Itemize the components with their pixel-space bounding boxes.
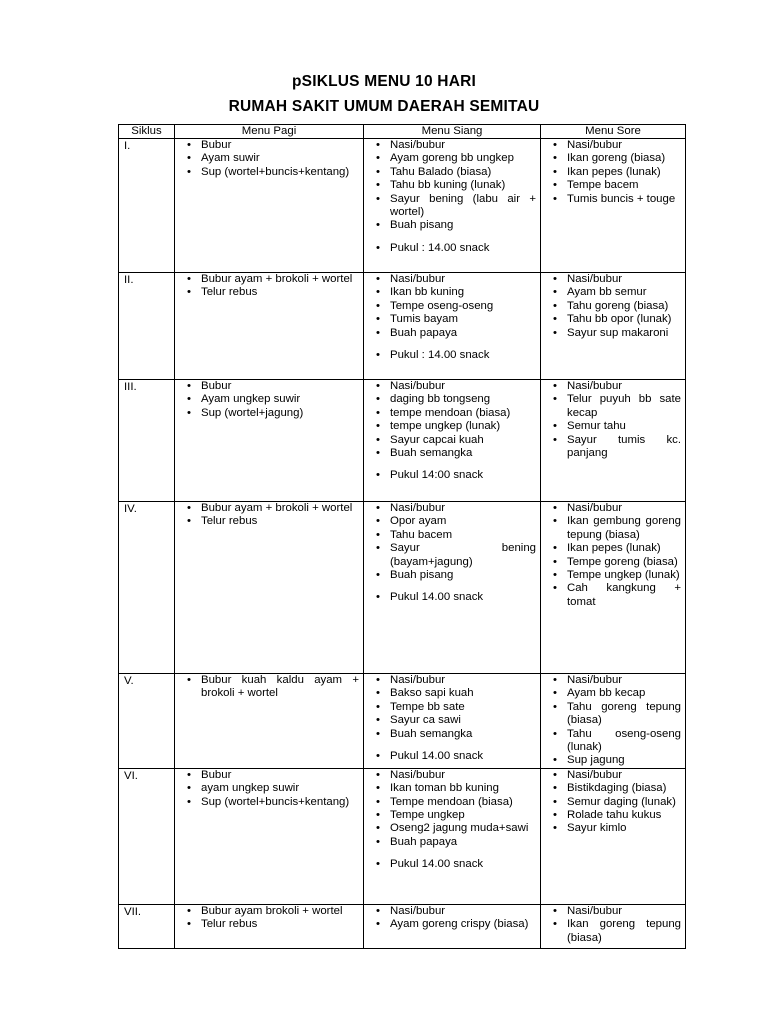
menu-item: • Tempe bacem <box>542 179 681 192</box>
menu-item: • Tahu bb opor (lunak) <box>542 313 681 326</box>
siklus-cell: III. <box>119 380 175 502</box>
menu-item: • Bubur ayam + brokoli + wortel <box>176 502 359 515</box>
menu-sore-cell <box>541 139 686 273</box>
column-header-menu-pagi: Menu Pagi <box>175 125 364 139</box>
column-header-siklus: Siklus <box>119 125 175 139</box>
menu-siang-cell <box>364 768 541 904</box>
menu-item: • Pukul 14.00 snack <box>365 591 536 604</box>
menu-item: • Pukul 14:00 snack <box>365 469 536 482</box>
menu-pagi-cell <box>175 139 364 273</box>
menu-item: • Oseng2 jagung muda+sawi <box>365 822 536 835</box>
table-row <box>119 139 686 273</box>
column-header-menu-sore: Menu Sore <box>541 125 686 139</box>
menu-item: • Bistikdaging (biasa) <box>542 782 681 795</box>
menu-item: • Nasi/bubur <box>542 674 681 687</box>
menu-item: • daging bb tongseng <box>365 393 536 406</box>
menu-item: • Ayam suwir <box>176 152 359 165</box>
menu-item: • ayam ungkep suwir <box>176 782 359 795</box>
menu-item: • Bubur ayam brokoli + wortel <box>176 905 359 918</box>
menu-pagi-list <box>176 380 359 420</box>
menu-item: • Telur rebus <box>176 286 359 299</box>
menu-sore-cell <box>541 904 686 948</box>
menu-sore-cell <box>541 380 686 502</box>
menu-item: • Ikan pepes (lunak) <box>542 542 681 555</box>
siklus-cell: V. <box>119 674 175 769</box>
menu-item: • Pukul : 14.00 snack <box>365 242 536 255</box>
menu-item: • Tempe bb sate <box>365 701 536 714</box>
menu-item: • Ikan goreng tepung (biasa) <box>542 918 681 945</box>
menu-item: • Pukul : 14.00 snack <box>365 349 536 362</box>
menu-sore-list <box>542 769 681 836</box>
menu-item: • Semur daging (lunak) <box>542 796 681 809</box>
menu-item: • Buah papaya <box>365 327 536 340</box>
menu-item: • Nasi/bubur <box>542 139 681 152</box>
menu-item: • Ayam goreng crispy (biasa) <box>365 918 536 931</box>
menu-item: • Bubur <box>176 139 359 152</box>
menu-item: • Tempe goreng (biasa) <box>542 556 681 569</box>
menu-item: • Nasi/bubur <box>365 769 536 782</box>
menu-item: • Tahu Balado (biasa) <box>365 166 536 179</box>
menu-item: • Nasi/bubur <box>365 905 536 918</box>
siklus-cell: VII. <box>119 904 175 948</box>
menu-sore-list <box>542 674 681 768</box>
menu-siang-cell <box>364 502 541 674</box>
menu-item: • Sayur capcai kuah <box>365 434 536 447</box>
menu-item: • Sup (wortel+buncis+kentang) <box>176 796 359 809</box>
menu-item: • tempe mendoan (biasa) <box>365 407 536 420</box>
menu-table-body <box>119 139 686 949</box>
menu-item: • Tempe mendoan (biasa) <box>365 796 536 809</box>
menu-item: • Ikan pepes (lunak) <box>542 166 681 179</box>
menu-item: • Bubur ayam + brokoli + wortel <box>176 273 359 286</box>
menu-item: • Sup (wortel+buncis+kentang) <box>176 166 359 179</box>
menu-siang-cell <box>364 139 541 273</box>
menu-item: • Nasi/bubur <box>542 380 681 393</box>
menu-item: • Buah semangka <box>365 728 536 741</box>
menu-sore-cell <box>541 768 686 904</box>
column-header-menu-siang: Menu Siang <box>364 125 541 139</box>
menu-item: • Cah kangkung + tomat <box>542 582 681 609</box>
menu-item: • Nasi/bubur <box>365 380 536 393</box>
menu-siang-cell <box>364 380 541 502</box>
menu-item: • Telur puyuh bb sate kecap <box>542 393 681 420</box>
menu-item: • Tumis buncis + touge <box>542 193 681 206</box>
menu-item: • Tahu goreng (biasa) <box>542 300 681 313</box>
menu-siang-list <box>365 769 536 872</box>
menu-item: • Buah papaya <box>365 836 536 849</box>
menu-item: • Nasi/bubur <box>542 502 681 515</box>
menu-siang-list <box>365 273 536 362</box>
menu-pagi-cell <box>175 502 364 674</box>
menu-item: • tempe ungkep (lunak) <box>365 420 536 433</box>
menu-item: • Bubur <box>176 769 359 782</box>
menu-item: • Tahu bacem <box>365 529 536 542</box>
menu-item: • Tahu bb kuning (lunak) <box>365 179 536 192</box>
table-row <box>119 674 686 769</box>
menu-siang-list <box>365 674 536 763</box>
menu-item: • Sayur kimlo <box>542 822 681 835</box>
menu-pagi-cell <box>175 380 364 502</box>
menu-item: • Tempe oseng-oseng <box>365 300 536 313</box>
menu-sore-list <box>542 905 681 945</box>
menu-item: • Tempe ungkep <box>365 809 536 822</box>
menu-item: • Sayur bening (bayam+jagung) <box>365 542 536 569</box>
menu-item: • Ayam goreng bb ungkep <box>365 152 536 165</box>
menu-pagi-list <box>176 674 359 701</box>
menu-siang-cell <box>364 273 541 380</box>
menu-pagi-list <box>176 273 359 300</box>
menu-pagi-cell <box>175 674 364 769</box>
menu-item: • Nasi/bubur <box>365 139 536 152</box>
menu-item: • Tumis bayam <box>365 313 536 326</box>
menu-item: • Bakso sapi kuah <box>365 687 536 700</box>
menu-item: • Nasi/bubur <box>542 769 681 782</box>
menu-siang-cell <box>364 904 541 948</box>
menu-item: • Ikan bb kuning <box>365 286 536 299</box>
table-header-row <box>119 125 686 139</box>
menu-item: • Semur tahu <box>542 420 681 433</box>
menu-pagi-cell <box>175 904 364 948</box>
menu-item: • Ikan gembung goreng tepung (biasa) <box>542 515 681 542</box>
menu-sore-cell <box>541 674 686 769</box>
menu-table <box>118 124 686 949</box>
menu-item: • Pukul 14.00 snack <box>365 858 536 871</box>
menu-sore-list <box>542 273 681 340</box>
menu-item: • Rolade tahu kukus <box>542 809 681 822</box>
menu-item: • Nasi/bubur <box>365 273 536 286</box>
menu-item: • Ikan goreng (biasa) <box>542 152 681 165</box>
menu-item: • Bubur <box>176 380 359 393</box>
menu-item: • Tahu goreng tepung (biasa) <box>542 701 681 728</box>
menu-item: • Sup jagung <box>542 754 681 767</box>
table-row <box>119 380 686 502</box>
menu-pagi-list <box>176 769 359 809</box>
menu-item: • Telur rebus <box>176 515 359 528</box>
document-title: pSIKLUS MENU 10 HARI <box>292 73 476 90</box>
menu-item: • Sayur tumis kc. panjang <box>542 434 681 461</box>
menu-item: • Buah pisang <box>365 569 536 582</box>
menu-sore-list <box>542 139 681 206</box>
menu-item: • Ayam ungkep suwir <box>176 393 359 406</box>
menu-siang-list <box>365 139 536 255</box>
menu-pagi-list <box>176 139 359 179</box>
menu-item: • Ikan toman bb kuning <box>365 782 536 795</box>
menu-item: • Ayam bb kecap <box>542 687 681 700</box>
menu-item: • Nasi/bubur <box>365 502 536 515</box>
menu-item: • Opor ayam <box>365 515 536 528</box>
table-row <box>119 273 686 380</box>
menu-pagi-cell <box>175 768 364 904</box>
table-row <box>119 904 686 948</box>
menu-pagi-list <box>176 905 359 932</box>
menu-item: • Bubur kuah kaldu ayam + brokoli + wortel <box>176 674 359 701</box>
siklus-cell: I. <box>119 139 175 273</box>
menu-siang-cell <box>364 674 541 769</box>
table-row <box>119 502 686 674</box>
menu-item: • Telur rebus <box>176 918 359 931</box>
menu-item: • Nasi/bubur <box>542 905 681 918</box>
menu-sore-cell <box>541 273 686 380</box>
menu-sore-list <box>542 380 681 460</box>
siklus-cell: II. <box>119 273 175 380</box>
menu-siang-list <box>365 380 536 483</box>
menu-item: • Sup (wortel+jagung) <box>176 407 359 420</box>
menu-sore-list <box>542 502 681 609</box>
menu-item: • Sayur sup makaroni <box>542 327 681 340</box>
table-row <box>119 768 686 904</box>
menu-item: • Nasi/bubur <box>365 674 536 687</box>
menu-item: • Nasi/bubur <box>542 273 681 286</box>
menu-item: • Pukul 14.00 snack <box>365 750 536 763</box>
menu-item: • Tahu oseng-oseng (lunak) <box>542 728 681 755</box>
menu-item: • Sayur ca sawi <box>365 714 536 727</box>
menu-pagi-cell <box>175 273 364 380</box>
menu-item: • Buah pisang <box>365 219 536 232</box>
menu-item: • Tempe ungkep (lunak) <box>542 569 681 582</box>
menu-item: • Sayur bening (labu air + wortel) <box>365 193 536 220</box>
menu-sore-cell <box>541 502 686 674</box>
menu-item: • Ayam bb semur <box>542 286 681 299</box>
siklus-cell: IV. <box>119 502 175 674</box>
menu-pagi-list <box>176 502 359 529</box>
menu-siang-list <box>365 905 536 932</box>
menu-item: • Buah semangka <box>365 447 536 460</box>
menu-siang-list <box>365 502 536 605</box>
document-subtitle: RUMAH SAKIT UMUM DAERAH SEMITAU <box>228 98 540 115</box>
siklus-cell: VI. <box>119 768 175 904</box>
